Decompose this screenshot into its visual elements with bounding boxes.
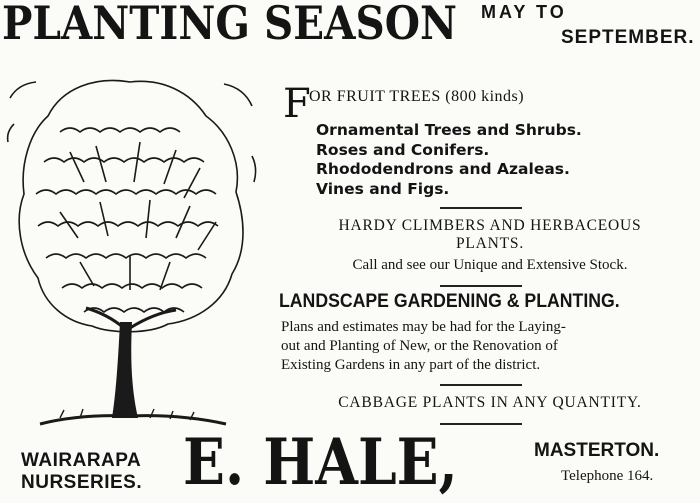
landscape-body xyxy=(281,318,697,375)
cabbage-plants: CABBAGE PLANTS IN ANY QUANTITY. xyxy=(338,394,642,411)
call-and-see: Call and see our Unique and Extensive Stock. xyxy=(352,257,628,273)
landscape-heading: LANDSCAPE GARDENING & PLANTING. xyxy=(279,291,620,312)
season-to: SEPTEMBER. xyxy=(561,27,695,48)
headline: PLANTING SEASON xyxy=(2,0,458,50)
telephone-number: Telephone 164. xyxy=(561,468,654,484)
tree-icon xyxy=(0,72,262,440)
hardy-climbers xyxy=(280,217,700,253)
landscape-line: Existing Gardens in any part of the district. xyxy=(281,357,541,373)
ornamental-line: Rhododendrons and Azaleas. xyxy=(316,160,570,178)
nursery-line: NURSERIES. xyxy=(21,472,143,493)
landscape-line: Plans and estimates may be had for the Laying- xyxy=(281,319,566,335)
fruit-trees-line: OR FRUIT TREES (800 kinds) xyxy=(309,88,525,105)
ornamental-list xyxy=(316,121,696,199)
owner-name: E. HALE, xyxy=(183,425,458,500)
divider xyxy=(440,285,522,287)
nursery-line: WAIRARAPA xyxy=(21,450,142,471)
hardy-line: HARDY CLIMBERS AND HERBACEOUS xyxy=(338,217,642,234)
divider xyxy=(440,207,522,209)
nursery-name xyxy=(21,450,142,494)
ornamental-line: Ornamental Trees and Shrubs. xyxy=(316,121,582,139)
town-name: MASTERTON. xyxy=(534,440,660,461)
ornamental-line: Roses and Conifers. xyxy=(316,140,490,159)
landscape-line: out and Planting of New, or the Renovation of xyxy=(281,338,558,354)
hardy-line: PLANTS. xyxy=(455,235,525,252)
drop-cap: F xyxy=(283,81,311,127)
ornamental-line: Vines and Figs. xyxy=(316,179,450,198)
divider xyxy=(440,384,522,386)
season-from: MAY TO xyxy=(481,2,567,22)
